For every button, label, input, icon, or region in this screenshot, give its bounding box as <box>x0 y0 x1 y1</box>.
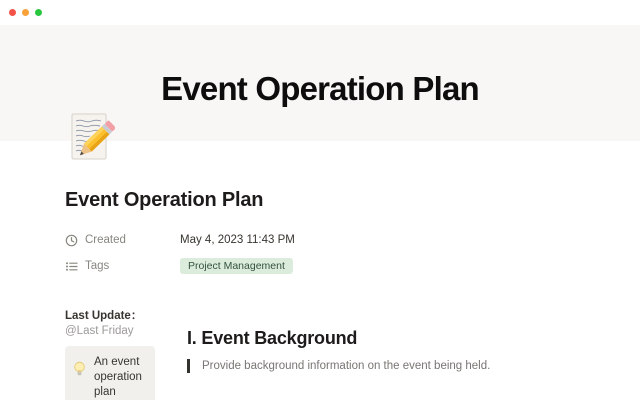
page-title[interactable]: Event Operation Plan <box>65 189 264 211</box>
memo-icon[interactable] <box>63 111 115 163</box>
window-titlebar <box>0 0 640 25</box>
minimize-button[interactable] <box>22 9 29 16</box>
tag-project-management[interactable]: Project Management <box>180 258 293 275</box>
property-table <box>65 231 505 283</box>
callout-text: An event operation plan <box>94 356 142 398</box>
section-heading[interactable]: I. Event Background <box>187 328 358 348</box>
list-icon <box>65 260 78 273</box>
property-key-tags <box>65 260 180 273</box>
created-value[interactable]: May 4, 2023 11:43 PM <box>180 234 295 246</box>
property-label: Tags <box>85 260 110 272</box>
zoom-button[interactable] <box>35 9 42 16</box>
property-label: Created <box>85 234 126 246</box>
cover-title: Event Operation Plan <box>161 70 479 107</box>
close-button[interactable] <box>9 9 16 16</box>
last-friday-mention[interactable]: @Last Friday <box>65 325 134 337</box>
property-row-created[interactable] <box>65 231 505 249</box>
property-row-tags[interactable] <box>65 257 505 275</box>
bulb-icon <box>73 361 86 384</box>
clock-icon <box>65 234 78 247</box>
last-update-label: Last Update： <box>65 310 143 322</box>
two-column-layout <box>65 309 575 400</box>
callout-block[interactable] <box>65 346 155 400</box>
property-key-created <box>65 234 180 247</box>
window-controls <box>9 9 42 16</box>
quote-block[interactable]: Provide background information on the event being held. <box>187 359 575 373</box>
right-column <box>187 309 575 400</box>
left-column <box>65 309 155 400</box>
